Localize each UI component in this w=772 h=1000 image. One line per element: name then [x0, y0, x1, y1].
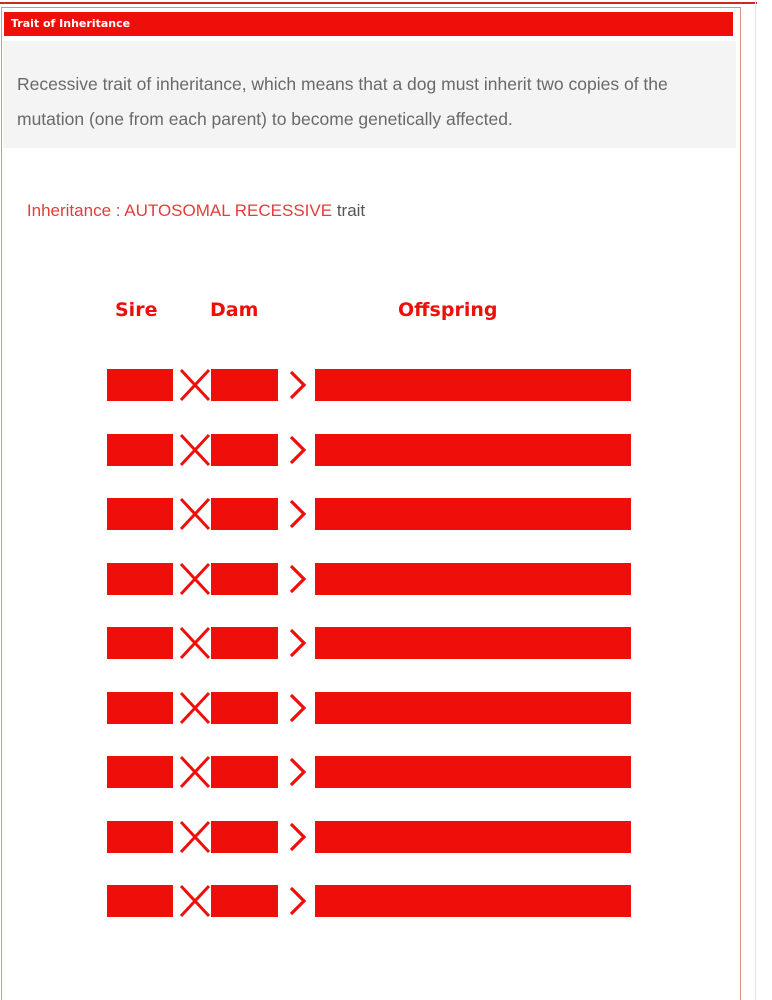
column-header-sire: Sire	[115, 299, 158, 321]
cross-row	[107, 821, 647, 876]
offspring-box	[315, 692, 631, 747]
cross-row	[107, 434, 647, 489]
cross-icon	[176, 882, 214, 920]
cross-icon	[176, 753, 214, 791]
sire-box	[107, 563, 183, 618]
dam-box	[211, 821, 287, 876]
cross-icon	[176, 431, 214, 469]
arrow-right-icon	[286, 370, 308, 400]
inheritance-line	[8, 181, 365, 241]
dam-label: affected	[238, 732, 299, 747]
arrow-right-icon	[286, 822, 308, 852]
dam-label: clear	[240, 796, 277, 811]
dam-box	[211, 756, 278, 811]
sire-box	[107, 885, 195, 940]
cross-icon	[176, 560, 214, 598]
offspring-box	[315, 627, 652, 682]
offspring-label: 100% carriers	[435, 538, 540, 553]
offspring-box	[315, 756, 631, 811]
inheritance-suffix: trait	[332, 201, 366, 220]
cross-row	[107, 627, 652, 682]
offspring-box	[315, 498, 631, 553]
top-rule	[0, 2, 757, 4]
dam-box	[211, 563, 278, 618]
cross-row	[107, 369, 647, 424]
dam-label: clear	[240, 603, 277, 618]
offspring-box	[315, 369, 631, 424]
offspring-box	[315, 821, 631, 876]
arrow-right-icon	[286, 499, 308, 529]
dam-box	[211, 434, 287, 489]
offspring-box	[315, 563, 631, 618]
cross-icon	[176, 366, 214, 404]
offspring-label: 50% carriers + 50% affected	[380, 732, 595, 747]
sire-box	[107, 627, 183, 682]
sire-label: clear	[135, 474, 172, 489]
offspring-label: 25% clear + 25% affected + 50% carriers	[343, 667, 652, 682]
sire-label: carrier	[134, 732, 183, 747]
offspring-label: 50% clear + 50% carriers	[390, 603, 584, 618]
dam-label: carrier	[238, 474, 287, 489]
offspring-label: 50% clear + 50% carriers	[390, 474, 584, 489]
arrow-right-icon	[286, 628, 308, 658]
cross-row	[107, 563, 647, 618]
column-header-dam: Dam	[210, 299, 259, 321]
right-rule	[755, 0, 756, 1000]
dam-box	[211, 885, 299, 940]
offspring-box	[315, 434, 631, 489]
sire-label: affected	[134, 796, 195, 811]
inheritance-label: Inheritance :	[26, 201, 125, 220]
sire-label: clear	[135, 409, 172, 424]
dam-box	[211, 498, 299, 553]
section-header-bar: Trait of Inheritance	[4, 12, 733, 36]
dam-label: affected	[238, 925, 299, 940]
arrow-right-icon	[286, 435, 308, 465]
arrow-right-icon	[286, 886, 308, 916]
dam-label: carrier	[238, 861, 287, 876]
sire-label: carrier	[134, 603, 183, 618]
cross-icon	[176, 495, 214, 533]
sire-box	[107, 498, 173, 553]
cross-row	[107, 756, 647, 811]
dam-box	[211, 692, 299, 747]
column-header-offspring: Offspring	[398, 299, 498, 321]
dam-label: carrier	[238, 667, 287, 682]
description-panel	[3, 41, 736, 148]
sire-label: affected	[134, 861, 195, 876]
offspring-label: 100% clear	[445, 409, 529, 424]
cross-row	[107, 885, 647, 940]
offspring-box	[315, 885, 631, 940]
dam-label: clear	[240, 409, 277, 424]
sire-label: clear	[135, 538, 172, 553]
sire-box	[107, 756, 195, 811]
dam-box	[211, 627, 287, 682]
arrow-right-icon	[286, 757, 308, 787]
dam-label: affected	[238, 538, 299, 553]
arrow-right-icon	[286, 564, 308, 594]
cross-row	[107, 692, 647, 747]
cross-icon	[176, 818, 214, 856]
dam-box	[211, 369, 278, 424]
sire-box	[107, 434, 173, 489]
offspring-label: 100% carriers	[432, 796, 542, 811]
description-text: Recessive trait of inheritance, which means that a dog must inherit two copies of the mutation (one from each parent) to become genetically affected.	[17, 74, 668, 129]
inheritance-mode: AUTOSOMAL RECESSIVE	[124, 201, 333, 220]
sire-label: carrier	[134, 667, 183, 682]
arrow-right-icon	[286, 693, 308, 723]
cross-row	[107, 498, 647, 553]
offspring-label: 50% carriers + 50% affected	[380, 861, 595, 876]
offspring-label: 100% affected	[433, 925, 542, 940]
sire-label: affected	[134, 925, 195, 940]
cross-icon	[176, 624, 214, 662]
sire-box	[107, 369, 173, 424]
sire-box	[107, 821, 195, 876]
sire-box	[107, 692, 183, 747]
cross-icon	[176, 689, 214, 727]
